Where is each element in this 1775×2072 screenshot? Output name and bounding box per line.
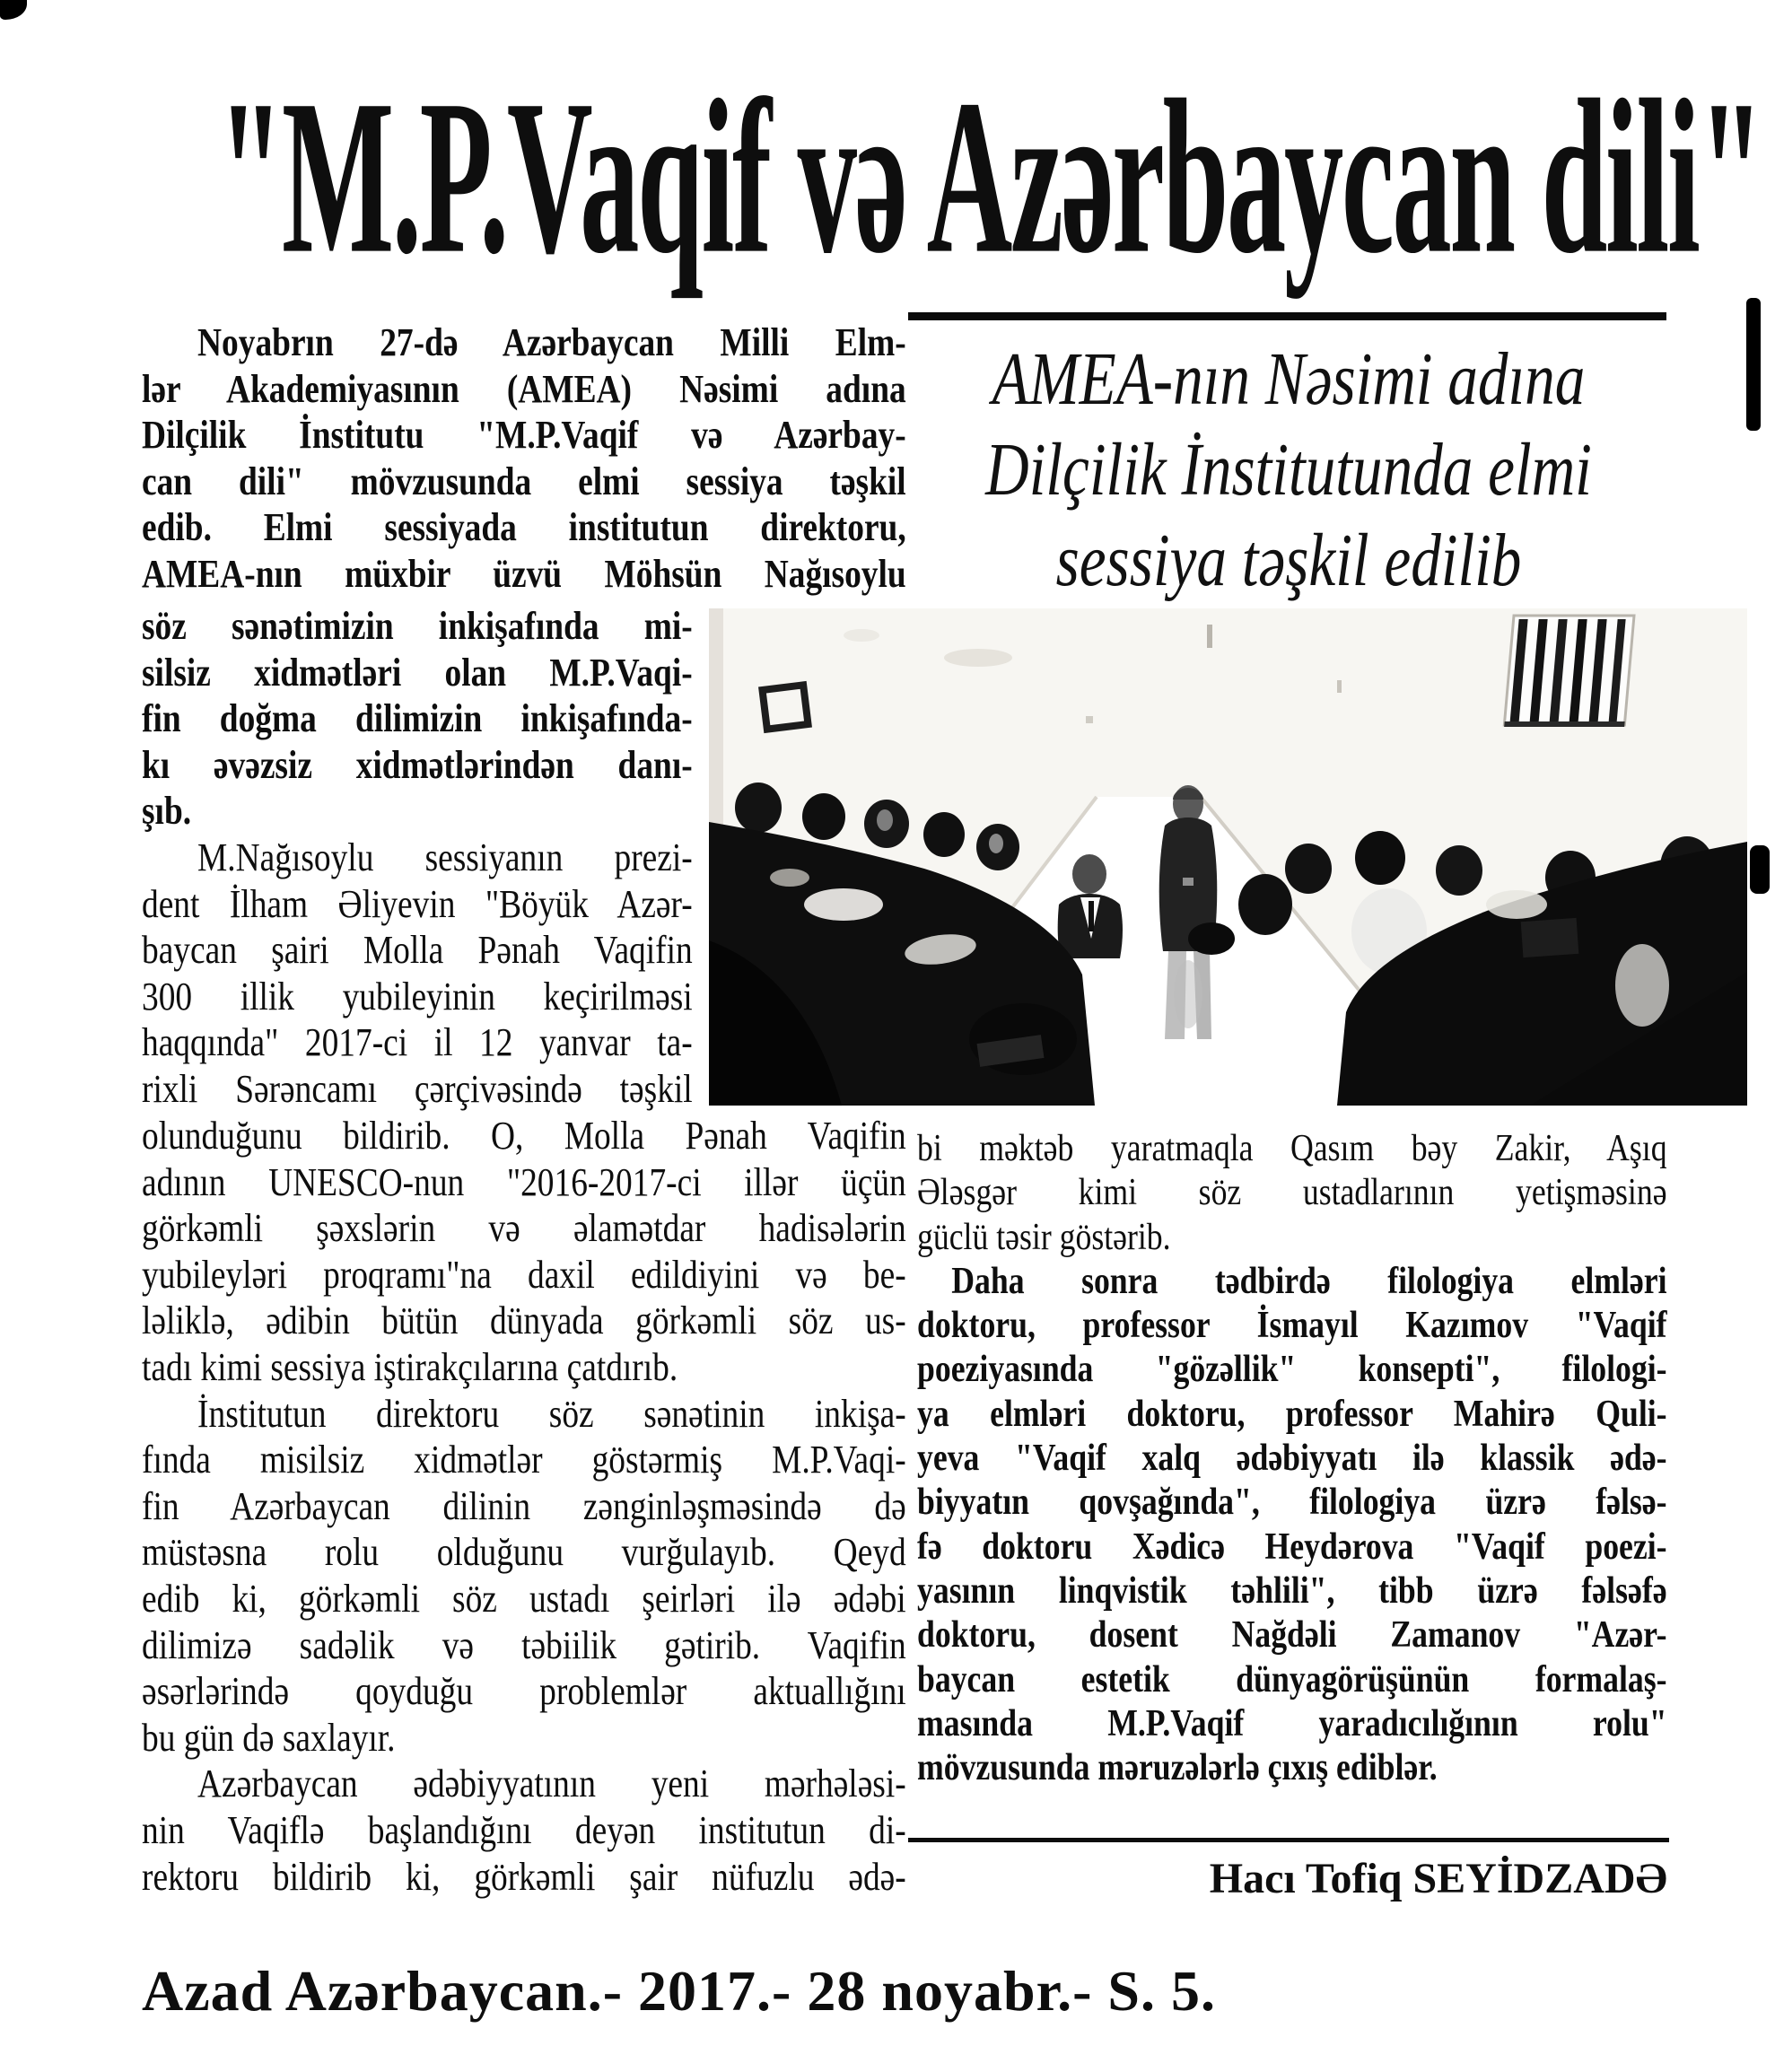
text-line: bu gün də saxlayır. [142,1715,396,1760]
paragraph [142,1113,906,1391]
text-line: ləliklə, ədibin bütün dünyada görkəmli söz us- [142,1298,906,1343]
paragraph [917,1260,1667,1791]
text-line: əsərlərində qoyduğu problemlər aktuallığını [142,1669,906,1714]
text-line: kı əvəzsiz xidmətlərindən danı- [142,742,693,787]
text-line: şıb. [142,789,192,834]
text-line: İnstitutun direktoru söz sənətinin inkişa- [197,1391,906,1436]
text-line: dilimizə sadəlik və təbiilik gətirib. Vaqifin [142,1622,906,1667]
left-column-narrow [142,603,693,1113]
text-line: yasının linqvistik təhlili", tibb üzrə fəlsəfə [917,1569,1667,1612]
scan-corner-mark [0,0,27,20]
text-line: lər Akademiyasının (AMEA) Nəsimi adına [142,366,906,411]
text-line: yeva "Vaqif xalq ədəbiyyatı ilə klassik ədə- [917,1438,1667,1480]
text-line: fin doğma dilimizin inkişafında- [142,696,693,741]
text-line: rixli Sərəncamı çərçivəsində təşkil [142,1066,693,1111]
left-column-lead [142,319,906,598]
paragraph [142,1391,906,1762]
subtitle-top-rule [908,312,1666,320]
text-line: mövzusunda məruzələrlə çıxış ediblər. [917,1747,1438,1789]
text-line: yubileyləri proqramı"na daxil edildiyini və be- [142,1252,906,1297]
text-line: Ələsgər kimi söz ustadlarının yetişməsinə [917,1172,1667,1214]
text-line: masında M.P.Vaqif yaradıcılığının rolu" [917,1702,1667,1744]
text-line: dent İlham Əliyevin "Böyük Azər- [142,881,693,926]
byline: Hacı Tofiq SEYİDZADƏ [1209,1855,1667,1902]
paragraph [917,1127,1667,1260]
paragraph [142,1761,906,1900]
subtitle-line: sessiya təşkil edilib [1055,519,1522,602]
byline-rule [908,1838,1669,1842]
text-line: doktoru, dosent Nağdəli Zamanov "Azər- [917,1614,1667,1657]
paragraph [142,319,906,598]
text-line: olunduğunu bildirib. O, Molla Pənah Vaqifin [142,1114,906,1158]
text-line: tadı kimi sessiya iştirakçılarına çatdırıb. [142,1344,678,1389]
text-line: görkəmli şəxslərin və əlamətdar hadisələrin [142,1206,906,1251]
text-line: ya elmləri doktoru, professor Mahirə Quli- [917,1393,1667,1435]
text-line: 300 illik yubileyinin keçirilməsi [142,974,693,1019]
scan-edge-bar [1750,845,1770,894]
text-line: güclü təsir göstərib. [917,1216,1171,1258]
text-line: can dili" mövzusunda elmi sessiya təşkil [142,459,906,503]
subtitle [908,334,1669,606]
subtitle-line: Dilçilik İnstitutunda elmi [985,428,1592,511]
text-line: poeziyasında "gözəllik" konsepti", filologi- [917,1349,1667,1391]
text-line: Dilçilik İnstitutu "M.P.Vaqif və Azərbay- [142,413,906,458]
text-line: fin Azərbaycan dilinin zənginləşməsində də [142,1483,906,1528]
text-line: adının UNESCO-nun "2016-2017-ci illər üçün [142,1159,906,1204]
session-photo [709,608,1747,1106]
text-line: edib. Elmi sessiyada institutun direktoru, [142,505,906,550]
text-line: müstəsna rolu olduğunu vurğulayıb. Qeyd [142,1530,906,1575]
text-line: baycan estetik dünyagörüşünün formalaş- [917,1658,1667,1700]
text-line: rektoru bildirib ki, görkəmli şair nüfuzlu ədə- [142,1854,906,1899]
text-line: haqqında" 2017-ci il 12 yanvar ta- [142,1020,693,1065]
paragraph [142,835,693,1113]
right-column-body [917,1127,1667,1790]
text-line: edib ki, görkəmli söz ustadı şeirləri ilə ədəbi [142,1576,906,1621]
text-line: AMEA-nın müxbir üzvü Möhsün Nağısoylu [142,551,906,596]
text-line: silsiz xidmətləri olan M.P.Vaqi- [142,650,693,695]
left-column-body [142,1113,906,1900]
text-line: doktoru, professor İsmayıl Kazımov "Vaqif [917,1305,1667,1347]
subtitle-line: AMEA-nın Nəsimi adına [992,337,1586,421]
window-with-bars [1504,616,1634,727]
source-citation: Azad Azərbaycan.- 2017.- 28 noyabr.- S. 5. [142,1959,1216,2023]
headline-text: "M.P.Vaqif və Azərbaycan dili" [217,54,1762,300]
text-line: fında misilsiz xidmətlər göstərmiş M.P.Vaqi- [142,1438,906,1482]
text-line: söz sənətimizin inkişafında mi- [142,604,693,648]
text-line: Azərbaycan ədəbiyyatının yeni mərhələsi- [197,1762,906,1806]
text-line: Daha sonra tədbirdə filologiya elmləri [951,1260,1667,1302]
text-line: Noyabrın 27-də Azərbaycan Milli Elm- [197,320,906,364]
text-line: M.Nağısoylu sessiyanın prezi- [197,835,693,879]
text-line: biyyatın qovşağında", filologiya üzrə fəlsə- [917,1482,1667,1524]
text-line: fə doktoru Xədicə Heydərova "Vaqif poezi- [917,1526,1667,1568]
text-line: bi məktəb yaratmaqla Qasım bəy Zakir, Aşıq [917,1128,1667,1169]
standing-speaker [1159,785,1218,1039]
text-line: baycan şairi Molla Pənah Vaqifin [142,928,693,973]
paragraph [142,603,693,835]
text-line: nin Vaqiflə başlandığını deyən institutun di- [142,1807,906,1852]
headline [0,47,1775,307]
